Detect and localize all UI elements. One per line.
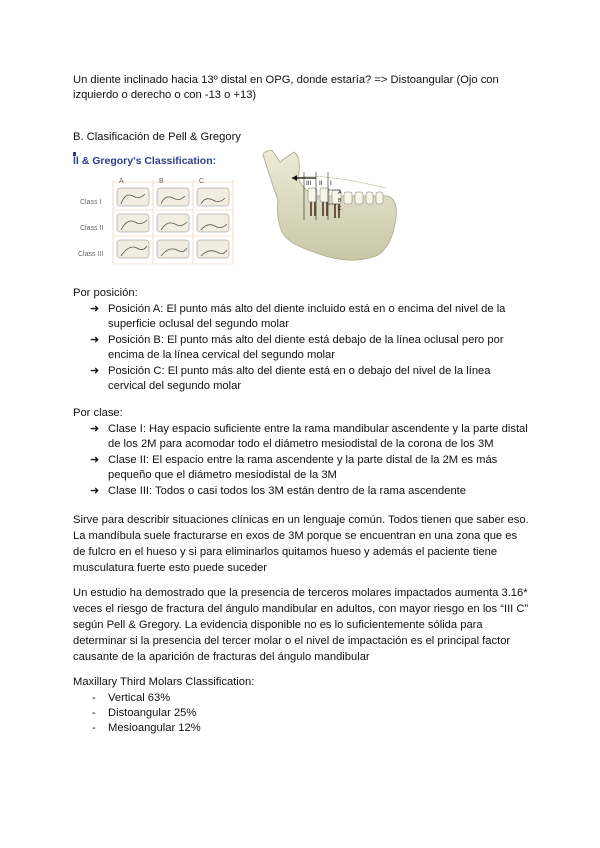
- posicion-item-b-line-2: encima de la línea cervical del segundo molar: [108, 349, 335, 361]
- pell-gregory-figure: [73, 142, 403, 270]
- clase-item-i-line-2: de los 2M para acomodar todo el diámetro mesiodistal de la corona de los 3M: [108, 438, 494, 450]
- intro-line-2: izquierdo o derecho o con -13 o +13): [73, 89, 257, 101]
- arrow-bullet-icon: ➜: [90, 303, 100, 315]
- arrow-bullet-icon: ➜: [90, 454, 100, 466]
- arrow-bullet-icon: ➜: [90, 485, 100, 497]
- svg-text:A: A: [338, 190, 342, 196]
- para2-line-1: Un estudio ha demostrado que la presencia de terceros molares impactados aumenta 3.16*: [73, 587, 528, 599]
- para2-line-2: veces el riesgo de fractura del ángulo mandibular en adultos, con mayor riesgo en los “III C”: [73, 603, 529, 615]
- arrow-bullet-icon: ➜: [90, 365, 100, 377]
- maxillary-item-distoangular: Distoangular 25%: [108, 707, 197, 719]
- column-label-b: B: [159, 178, 164, 185]
- row-label-class-iii: Class III: [78, 251, 104, 258]
- mandible-illustration: [258, 148, 403, 270]
- clase-item-ii-line-2: pequeño que el diámetro mesiodistal de la 3M: [108, 469, 337, 481]
- posicion-item-c-line-1: Posición C: El punto más alto del diente está en o debajo del nivel de la línea: [108, 365, 491, 377]
- jaw-label-i: I: [330, 180, 332, 187]
- column-label-a: A: [119, 178, 124, 185]
- maxillary-item-vertical: Vertical 63%: [108, 692, 171, 704]
- maxillary-item-mesioangular: Mesioangular 12%: [108, 722, 201, 734]
- para1-line-1: Sirve para describir situaciones clínicas en un lenguaje común. Todos tienen que saber eso.: [73, 514, 529, 526]
- jaw-label-ii: II: [319, 180, 323, 187]
- para2-line-3: según Pell & Gregory. La evidencia disponible no es lo suficientemente sólida para: [73, 619, 483, 631]
- posicion-item-b-line-1: Posición B: El punto más alto del diente está debajo de la línea oclusal pero por: [108, 334, 504, 346]
- arrow-bullet-icon: ➜: [90, 423, 100, 435]
- dash-bullet: -: [92, 707, 96, 719]
- row-label-class-i: Class I: [80, 199, 102, 206]
- para2-line-5: causante de la aparición de fracturas del ángulo mandibular: [73, 651, 370, 663]
- para1-line-2: La mandíbula suele fracturarse en exos de 3M porque se encuentran en una zona que es: [73, 530, 518, 542]
- maxillary-title: Maxillary Third Molars Classification:: [73, 676, 255, 688]
- posicion-item-a-line-2: superficie oclusal del segundo molar: [108, 318, 289, 330]
- clase-item-i-line-1: Clase I: Hay espacio suficiente entre la rama mandibular ascendente y la parte distal: [108, 423, 528, 435]
- svg-text:C: C: [338, 206, 342, 212]
- clase-item-ii-line-1: Clase II: El espacio entre la rama ascendente y la parte distal de la 2M es más: [108, 454, 498, 466]
- arrow-bullet-icon: ➜: [90, 334, 100, 346]
- para1-line-4: musculatura fuerte esto puede suceder: [73, 562, 268, 574]
- svg-text:B: B: [338, 198, 342, 204]
- clase-item-iii-line-1: Clase III: Todos o casi todos los 3M están dentro de la rama ascendente: [108, 485, 466, 497]
- para2-line-4: determinar si la presencia del tercer molar o el nivel de impactación es el principal factor: [73, 635, 511, 647]
- para1-line-3: de fulcro en el hueso y si para eliminarlos quitamos hueso y además el paciente tiene: [73, 546, 498, 558]
- posicion-item-c-line-2: cervical del segundo molar: [108, 380, 242, 392]
- clase-title: Por clase:: [73, 407, 123, 419]
- figure-title: ll & Gregory's Classification:: [73, 155, 217, 167]
- dash-bullet: -: [92, 722, 96, 734]
- posicion-title: Por posición:: [73, 287, 138, 299]
- column-label-c: C: [199, 178, 205, 185]
- section-b-heading: B. Clasificación de Pell & Gregory: [73, 131, 241, 143]
- dash-bullet: -: [92, 692, 96, 704]
- jaw-label-iii: III: [306, 180, 312, 187]
- intro-line-1: Un diente inclinado hacia 13º distal en OPG, donde estaría? => Distoangular (Ojo con: [73, 74, 499, 86]
- row-label-class-ii: Class II: [80, 225, 104, 232]
- posicion-item-a-line-1: Posición A: El punto más alto del diente incluido está en o encima del nivel de la: [108, 303, 506, 315]
